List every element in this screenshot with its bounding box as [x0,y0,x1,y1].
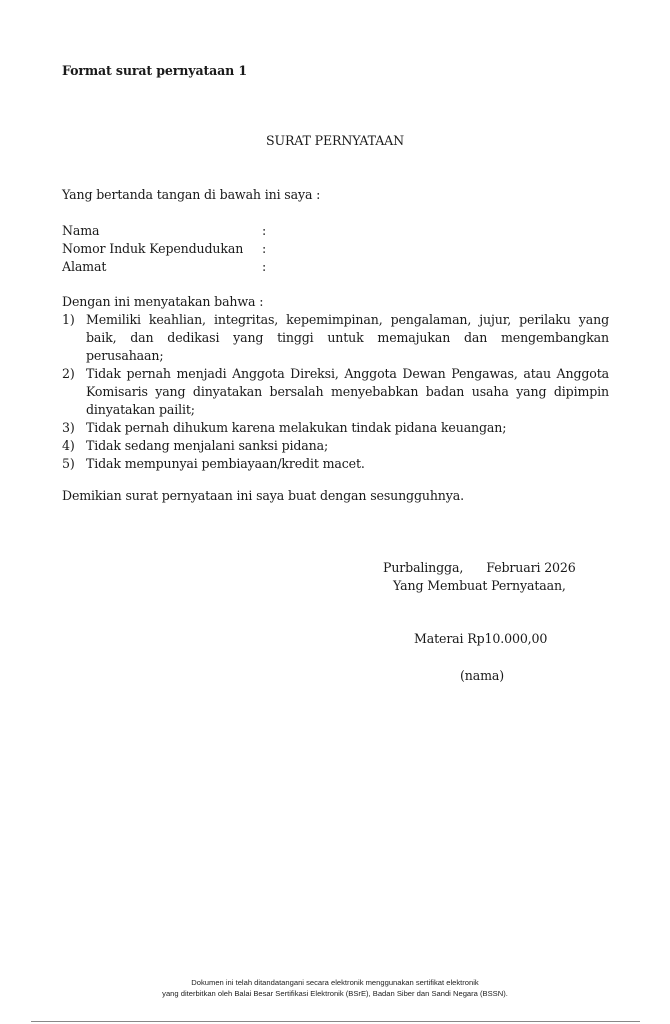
stamp-duty-label: Materai Rp10.000,00 [414,631,548,646]
list-text: Memiliki keahlian, integritas, kepemimpinan, pengalaman, jujur, perilaku yang baik, dan dedikasi yang tinggi untuk memajukan dan mengembangkan perusahaan; [86,312,609,363]
intro-text: Yang bertanda tangan di bawah ini saya : [62,187,321,202]
list-number: 5) [62,456,75,471]
list-text: Tidak pernah dihukum karena melakukan tindak pidana keuangan; [86,420,507,435]
document-title: SURAT PERNYATAAN [266,133,404,148]
field-separator: : [262,241,267,256]
list-item [62,365,609,419]
list-text: Tidak sedang menjalani sanksi pidana; [86,438,329,453]
field-separator: : [262,223,267,238]
list-item [62,437,609,455]
signature-maker: Yang Membuat Pernyataan, [393,578,566,593]
footer-line-2: yang diterbitkan oleh Balai Besar Sertifikasi Elektronik (BSrE), Badan Siber dan Sandi Negara (BSSN). [162,989,508,998]
list-text: Tidak mempunyai pembiayaan/kredit macet. [86,456,365,471]
list-item [62,311,609,365]
list-item [62,455,609,473]
format-title: Format surat pernyataan 1 [62,63,247,78]
page-bottom-divider [31,1021,640,1022]
field-row-address [62,258,272,276]
signature-place-date: Purbalingga, Februari 2026 [383,560,576,575]
list-number: 1) [62,312,75,327]
footer-line-1: Dokumen ini telah ditandatangani secara elektronik menggunakan sertifikat elektronik [191,978,479,987]
field-label: Nama [62,223,100,238]
list-number: 4) [62,438,75,453]
list-item [62,419,609,437]
closing-text: Demikian surat pernyataan ini saya buat dengan sesungguhnya. [62,488,464,503]
field-label: Nomor Induk Kependudukan [62,241,244,256]
footer-note [0,977,670,999]
field-row-name [62,222,272,240]
identity-fields [62,222,272,276]
list-number: 2) [62,366,75,381]
signatory-name: (nama) [460,668,504,683]
declaration-intro: Dengan ini menyatakan bahwa : [62,294,264,309]
field-separator: : [262,259,267,274]
field-label: Alamat [62,259,107,274]
statement-list [62,311,609,473]
field-row-nik [62,240,272,258]
list-text: Tidak pernah menjadi Anggota Direksi, Anggota Dewan Pengawas, atau Anggota Komisaris yang dinyatakan bersalah menyebabkan badan usaha yang dipimpin dinyatakan pailit; [86,366,609,417]
list-number: 3) [62,420,75,435]
